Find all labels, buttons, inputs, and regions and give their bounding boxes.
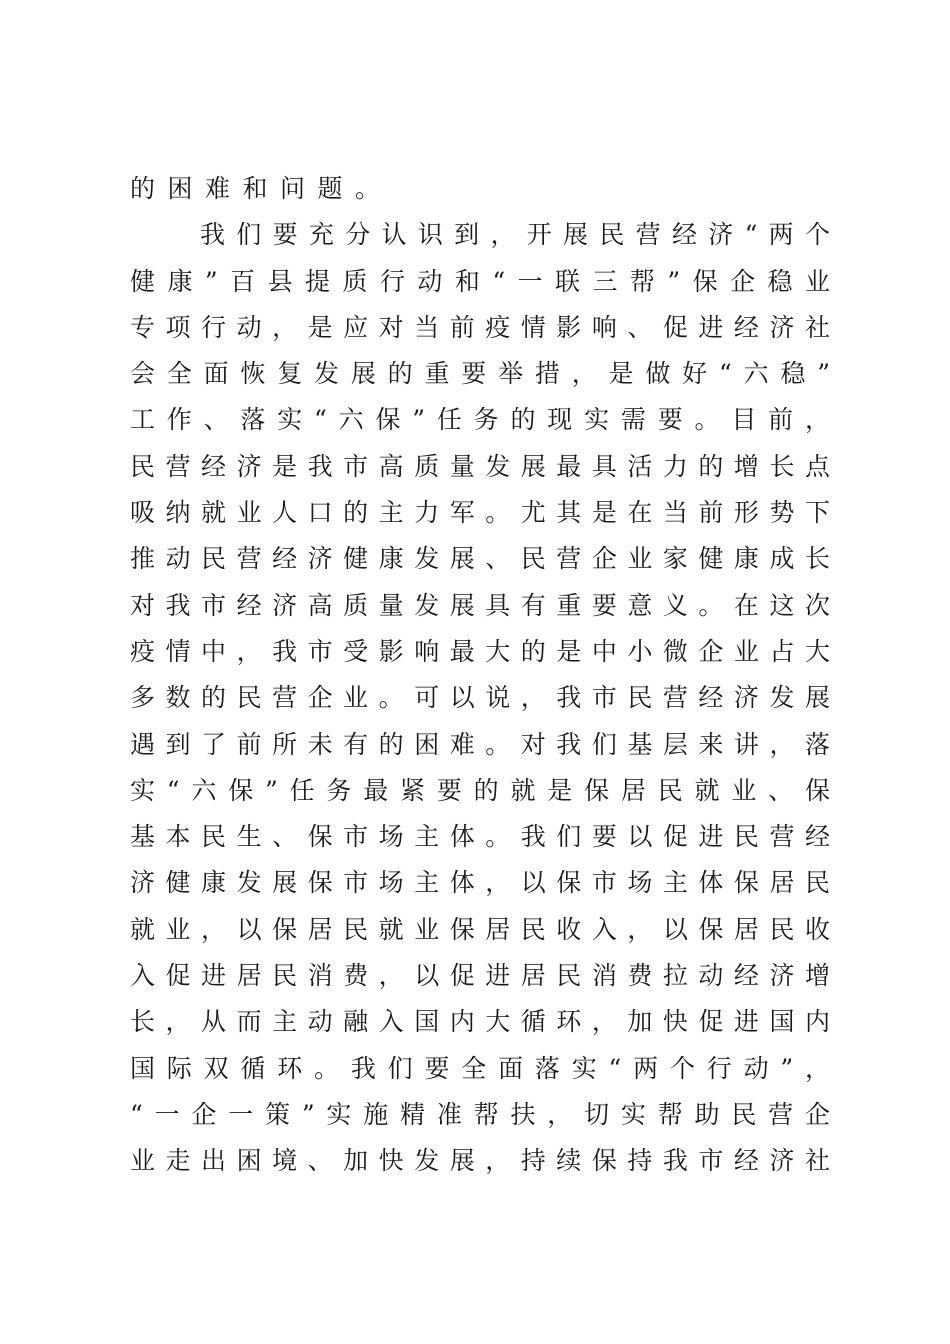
text-line: 遇到了前所未有的困难。对我们基层来讲，落 <box>130 729 830 759</box>
document-body <box>130 166 830 1185</box>
text-line: 实“六保”任务最紧要的就是保居民就业、保 <box>130 775 830 805</box>
text-line: 济健康发展保市场主体，以保市场主体保居民 <box>130 868 830 898</box>
text-line: 吸纳就业人口的主力军。尤其是在当前形势下 <box>130 498 830 528</box>
text-line: 对我市经济高质量发展具有重要意义。在这次 <box>130 590 830 620</box>
text-line: 民营经济是我市高质量发展最具活力的增长点 <box>130 451 830 481</box>
text-line: 疫情中，我市受影响最大的是中小微企业占大 <box>130 636 830 666</box>
text-line: 健康”百县提质行动和“一联三帮”保企稳业 <box>130 266 830 296</box>
text-line: 基本民生、保市场主体。我们要以促进民营经 <box>130 822 830 852</box>
text-line: 我们要充分认识到，开展民营经济“两个 <box>200 220 830 250</box>
text-line: 多数的民营企业。可以说，我市民营经济发展 <box>130 683 830 713</box>
text-line: 的困难和问题。 <box>130 174 393 203</box>
text-line: 就业，以保居民就业保居民收入，以保居民收 <box>130 914 830 944</box>
text-line: 专项行动，是应对当前疫情影响、促进经济社 <box>130 312 830 342</box>
text-line: “一企一策”实施精准帮扶，切实帮助民营企 <box>130 1099 830 1129</box>
text-line: 入促进居民消费，以促进居民消费拉动经济增 <box>130 961 830 991</box>
text-line: 推动民营经济健康发展、民营企业家健康成长 <box>130 544 830 574</box>
text-line: 国际双循环。我们要全面落实“两个行动”， <box>130 1053 830 1083</box>
text-line: 业走出困境、加快发展，持续保持我市经济社 <box>130 1146 830 1176</box>
text-line: 会全面恢复发展的重要举措，是做好“六稳” <box>130 359 830 389</box>
text-line: 长，从而主动融入国内大循环，加快促进国内 <box>130 1007 830 1037</box>
text-line: 工作、落实“六保”任务的现实需要。目前， <box>130 405 830 435</box>
